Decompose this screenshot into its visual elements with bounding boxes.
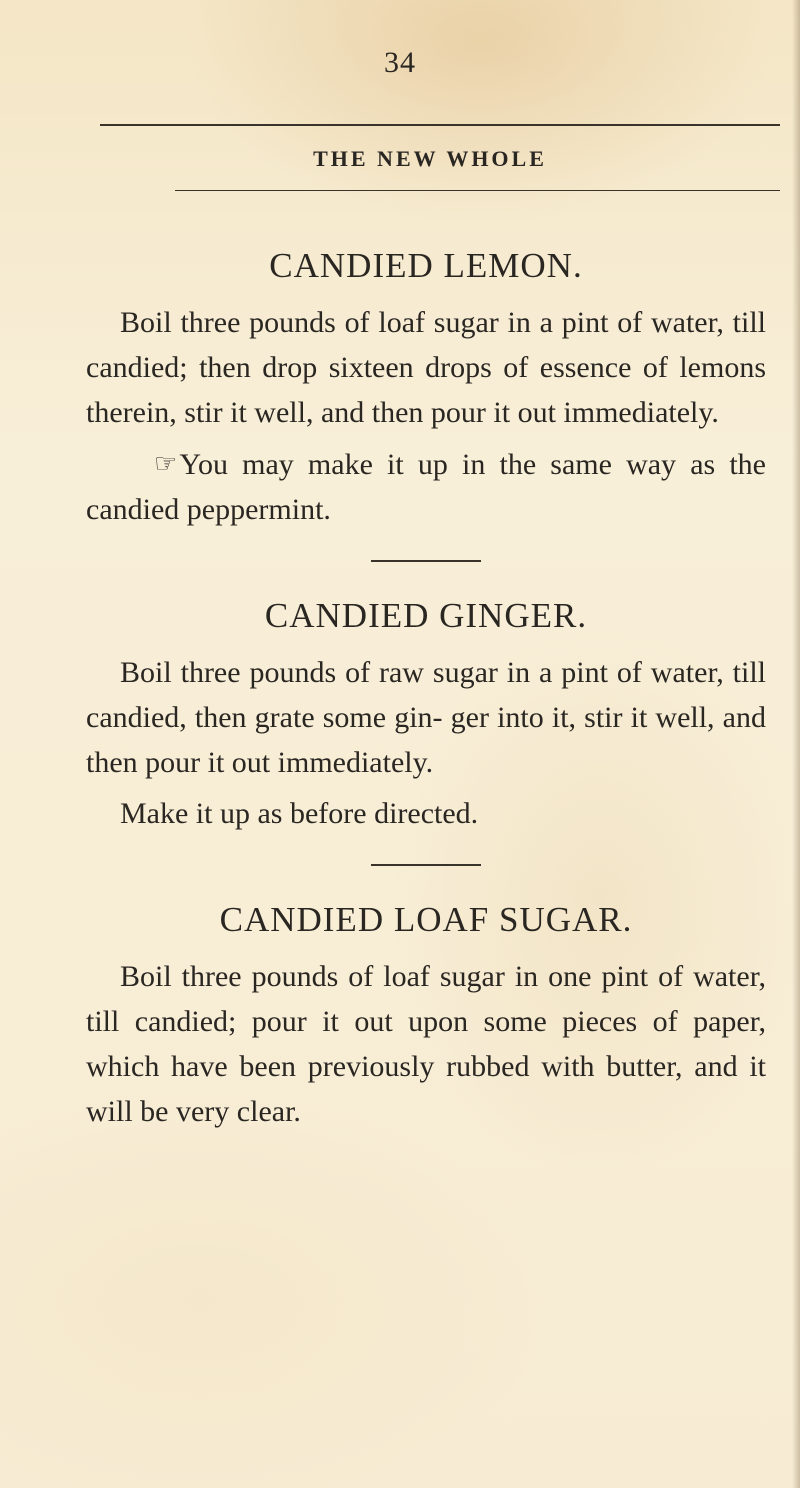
section-divider	[371, 864, 481, 866]
paragraph: Boil three pounds of raw sugar in a pint of water, till candied, then grate some gin- ger into it, stir it well, and then pour it out immediately.	[86, 656, 766, 779]
running-head: THE NEW WHOLE	[313, 146, 547, 171]
page-body	[86, 242, 766, 1134]
page-edge	[792, 0, 800, 1488]
header-rule-top	[100, 124, 780, 126]
paragraph: Boil three pounds of loaf sugar in a pint of water, till candied; then drop sixteen drops of essence of lemons therein, stir it well, and then pour it out immediately.	[86, 306, 766, 429]
pointing-hand-icon: ☞	[154, 449, 178, 478]
section-divider	[371, 560, 481, 562]
paragraph: Make it up as before directed.	[120, 797, 479, 830]
section-title-candied-lemon: CANDIED LEMON.	[269, 246, 583, 285]
header-rule-bottom	[175, 190, 780, 191]
section-title-candied-loaf-sugar: CANDIED LOAF SUGAR.	[219, 900, 633, 939]
page-number: 34	[384, 46, 416, 79]
section-title-candied-ginger: CANDIED GINGER.	[264, 596, 588, 635]
note-text: You may make it up in the same way as the candied peppermint.	[86, 448, 766, 526]
note-paragraph	[86, 441, 766, 532]
paragraph: Boil three pounds of loaf sugar in one pint of water, till candied; pour it out upon some pieces of paper, which have been previously rubbed with butter, and it will be very clear.	[86, 960, 766, 1128]
